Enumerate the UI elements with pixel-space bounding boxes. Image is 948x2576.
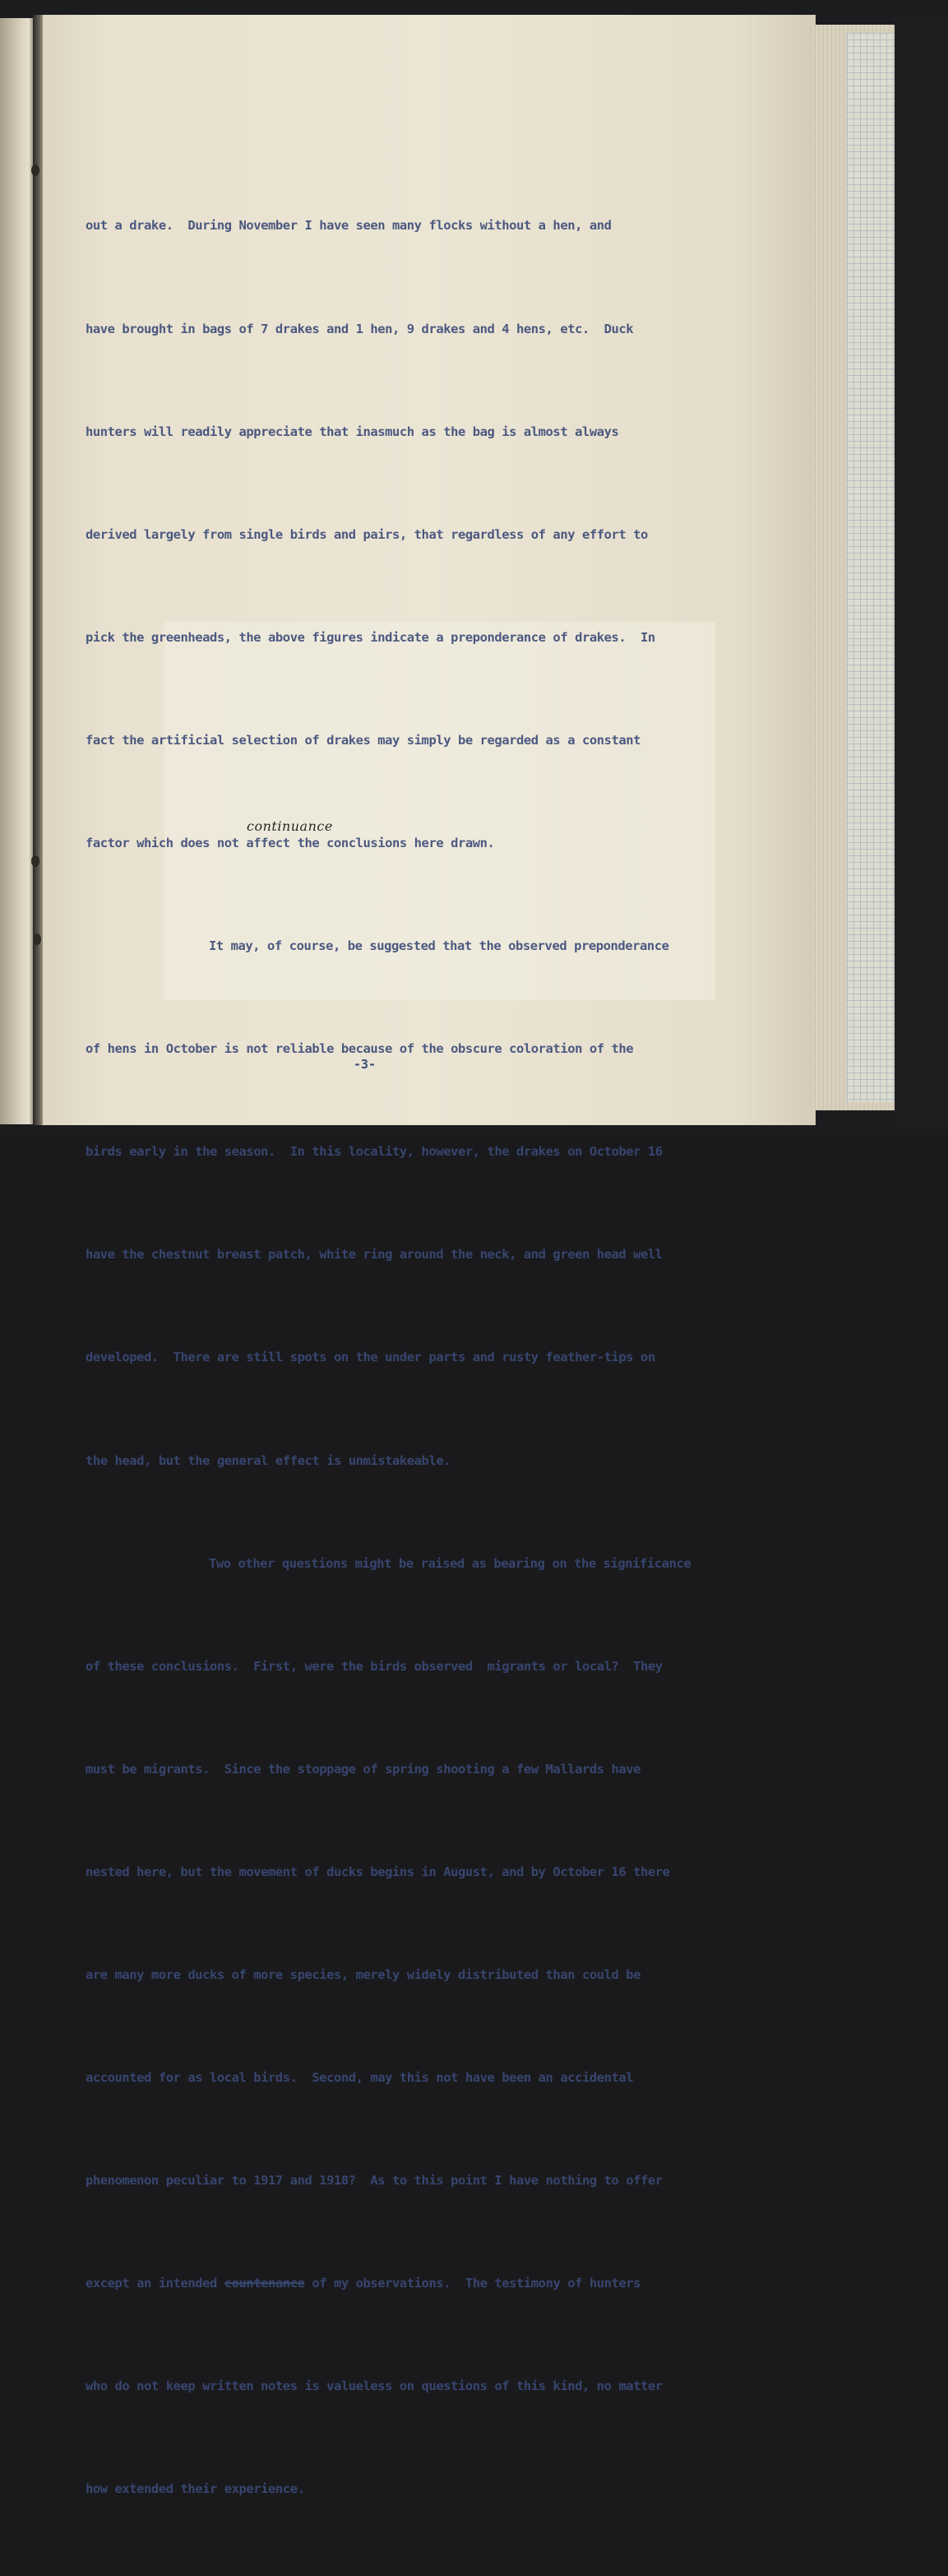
- text-line: who do not keep written notes is valueless on questions of this kind, no matter: [86, 2379, 663, 2394]
- handwritten-correction: continuance: [247, 818, 333, 834]
- text-line: accounted for as local birds. Second, may this not have been an accidental: [86, 2070, 634, 2086]
- graph-paper-sheet: [847, 33, 896, 1102]
- binding-hole: [31, 855, 39, 867]
- left-page-edge: [0, 18, 36, 1124]
- text-line: have the chestnut breast patch, white ring around the neck, and green head well: [86, 1247, 663, 1263]
- paragraph-start-line: Two other questions might be raised as bearing on the significance: [209, 1555, 691, 1571]
- text-line: have brought in bags of 7 drakes and 1 hen, 9 drakes and 4 hens, etc. Duck: [86, 321, 634, 336]
- binding-hole: [31, 164, 39, 176]
- text-line: factor which does not affect the conclusions here drawn.: [86, 835, 495, 850]
- text-line: nested here, but the movement of ducks begins in August, and by October 16 there: [86, 1864, 670, 1879]
- text-line: of hens in October is not reliable because of the obscure coloration of the: [86, 1041, 634, 1057]
- struck-word: countenance: [224, 2276, 305, 2291]
- text-line: must be migrants. Since the stoppage of spring shooting a few Mallards have: [86, 1761, 641, 1777]
- text-segment: of my observations. The testimony of hunters: [304, 2276, 641, 2291]
- book-cover-right: [895, 16, 948, 1127]
- text-line: fact the artificial selection of drakes may simply be regarded as a constant: [86, 732, 641, 748]
- text-line: phenomenon peculiar to 1917 and 1918? As to this point I have nothing to offer: [86, 2173, 663, 2189]
- text-line: of these conclusions. First, were the birds observed migrants or local? They: [86, 1658, 663, 1674]
- text-line: pick the greenheads, the above figures indicate a preponderance of drakes. In: [86, 629, 655, 645]
- text-line: the head, but the general effect is unmistakeable.: [86, 1452, 451, 1468]
- paragraph-start-line: It may, of course, be suggested that the observed preponderance: [209, 938, 669, 954]
- text-line-with-correction: [86, 2267, 793, 2301]
- page-number: -3-: [354, 1057, 377, 1072]
- text-line: how extended their experience.: [86, 2481, 305, 2497]
- text-line: are many more ducks of more species, merely widely distributed than could be: [86, 1967, 641, 1982]
- binding-hole: [33, 934, 41, 945]
- typewritten-text: [86, 141, 793, 2576]
- text-line: derived largely from single birds and pairs, that regardless of any effort to: [86, 526, 648, 542]
- text-line: birds early in the season. In this locality, however, the drakes on October 16: [86, 1144, 663, 1160]
- text-segment: except an intended: [86, 2276, 224, 2291]
- text-line: developed. There are still spots on the under parts and rusty feather-tips on: [86, 1350, 655, 1365]
- text-line: out a drake. During November I have seen many flocks without a hen, and: [86, 218, 612, 234]
- text-line: hunters will readily appreciate that inasmuch as the bag is almost always: [86, 424, 619, 439]
